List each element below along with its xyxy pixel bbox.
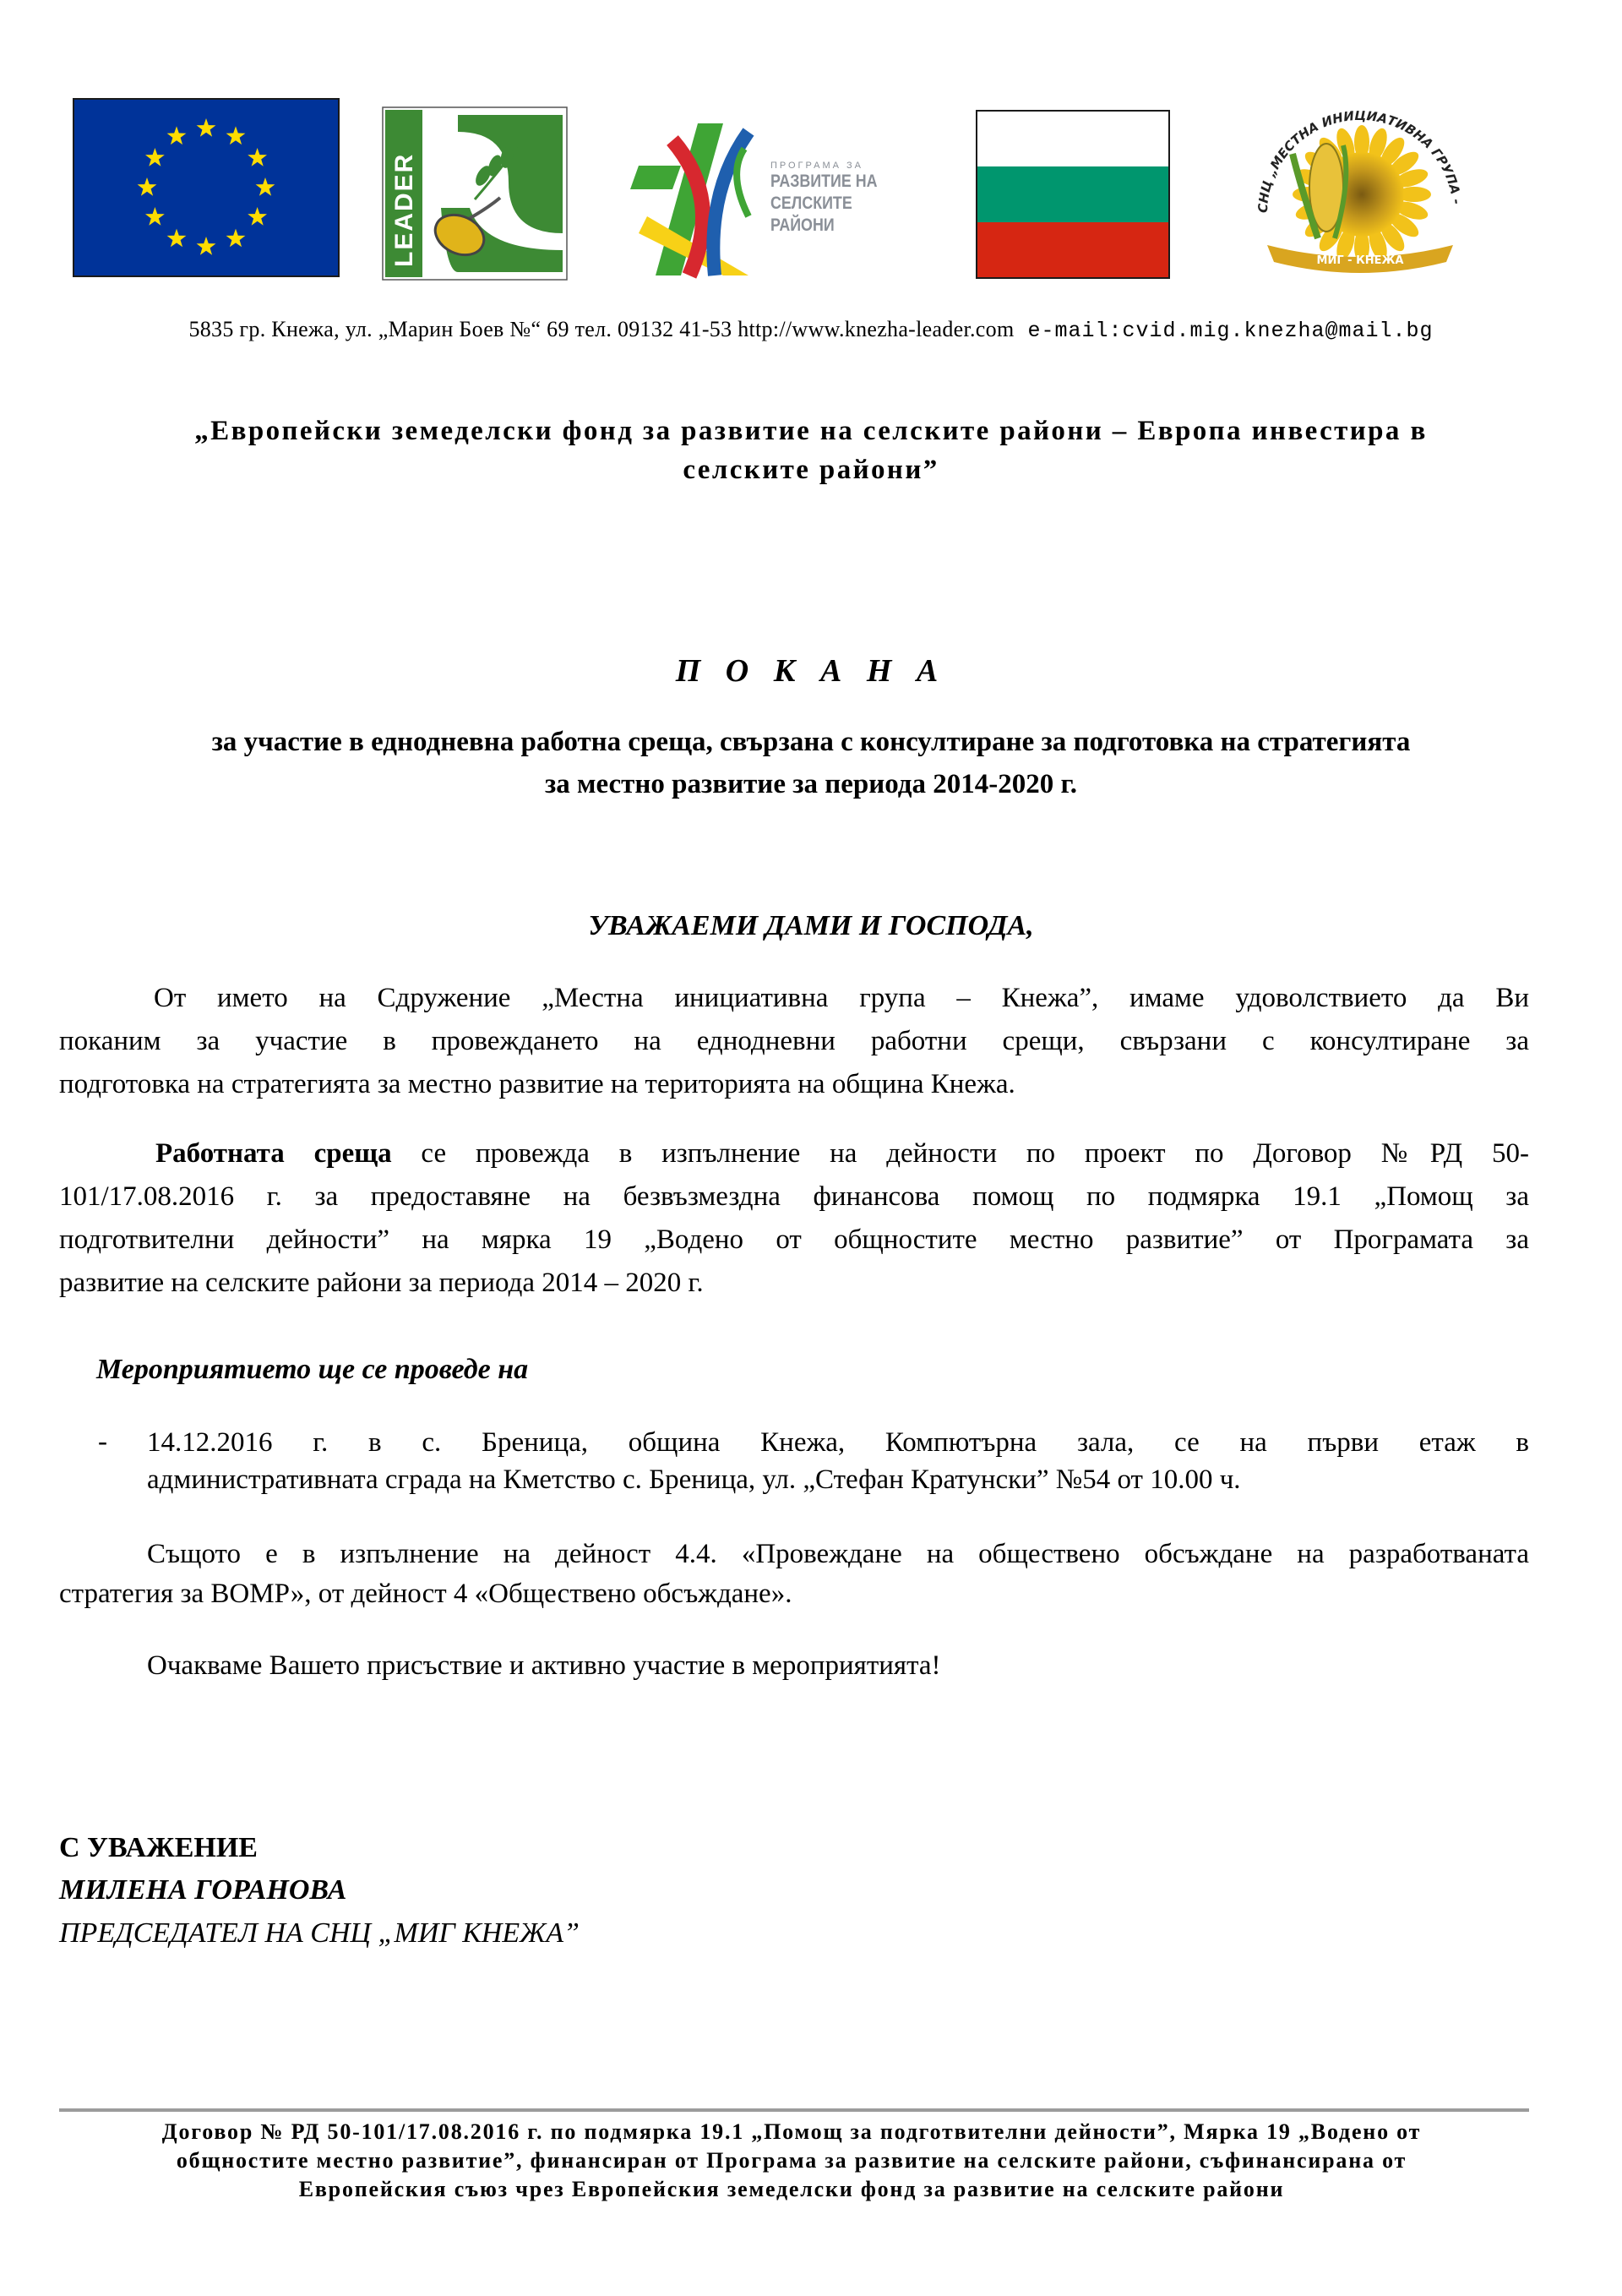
eu-star-icon <box>248 148 267 166</box>
meeting-bold-label: Работната среща <box>155 1138 392 1169</box>
eu-star-icon <box>167 126 187 145</box>
footer-text <box>52 2118 1531 2204</box>
mig-ribbon-text: МИГ - КНЕЖА <box>1316 254 1404 267</box>
email-text: e-mail:cvid.mig.knezha@mail.bg <box>1014 319 1434 343</box>
bulgarian-flag-logo <box>976 110 1170 279</box>
salutation: УВАЖАЕМИ ДАМИ И ГОСПОДА, <box>588 910 1034 941</box>
eu-star-icon <box>167 229 187 248</box>
event-line1: 14.12.2016 г. в с. Бреница, община Кнежа, Компютърна зала, се на първи етаж в <box>147 1427 1529 1458</box>
paragraph-line: От името на Сдружение „Местна инициативна група – Кнежа”, имаме удоволствието да Ви <box>154 983 1529 1013</box>
event-line2: административната сграда на Кметство с. Бреница, ул. „Стефан Кратунски” №54 от 10.00 ч. <box>147 1464 1241 1495</box>
footer-line3: Европейския съюз чрез Европейския земеделски фонд за развитие на селските райони <box>298 2177 1285 2201</box>
footer-line2: общностите местно развитие”, финансиран от Програма за развитие на селските райони, съфинансирана от <box>176 2148 1407 2173</box>
paragraph-line: Същото е в изпълнение на дейност 4.4. «Провеждане на обществено обсъждане на разработваната <box>147 1539 1529 1569</box>
rural-development-program-logo <box>622 115 943 284</box>
leader-text: LEADER <box>390 152 418 267</box>
signer-name: МИЛЕНА ГОРАНОВА <box>59 1874 347 1906</box>
paragraph-line: стратегия за ВОМР», от дейност 4 «Обществено обсъждане». <box>59 1579 792 1609</box>
rural-program-line2: СЕЛСКИТЕ РАЙОНИ <box>770 194 852 235</box>
signer-title: ПРЕДСЕДАТЕЛ НА СНЦ „МИГ КНЕЖА” <box>59 1917 580 1949</box>
eu-stars-icon <box>74 100 338 275</box>
paragraph-line <box>59 1132 1529 1175</box>
paragraph-line: подготвителни дейности” на мярка 19 „Водено от общностите местно развитие” от Програмата за <box>59 1224 1529 1255</box>
eu-star-icon <box>145 148 165 166</box>
eu-star-icon <box>226 126 246 145</box>
paragraph-line: поканим за участие в провеждането на еднодневни работни срещи, свързани с консултиране за <box>59 1026 1529 1056</box>
paragraph-activity <box>59 1535 1529 1614</box>
footer-divider <box>59 2108 1529 2112</box>
paragraph-intro <box>59 977 1529 1106</box>
eu-star-icon <box>197 237 216 255</box>
eu-star-icon <box>145 207 165 226</box>
list-bullet: - <box>98 1426 107 1457</box>
invitation-subtitle-line1: за участие в еднодневна работна среща, свързана с консултиране за подготовка на стратегията <box>211 727 1411 757</box>
paragraph-line: подготовка на стратегията за местно развитие на територията на община Кнежа. <box>59 1069 1015 1099</box>
mig-arc-text: СНЦ „МЕСТНА ИНИЦИАТИВНА ГРУПА - <box>1255 107 1465 214</box>
paragraph-line-text: се провежда в изпълнение на дейности по проект по Договор №РД 50- <box>391 1138 1529 1169</box>
rural-program-line1: РАЗВИТИЕ НА <box>770 172 878 191</box>
eu-flag-logo <box>73 98 340 277</box>
closing-sentence: Очакваме Вашето присъствие и активно участие в мероприятията! <box>147 1650 941 1681</box>
eu-star-icon <box>256 177 275 196</box>
invitation-heading: П О К А Н А <box>675 653 947 689</box>
eu-star-icon <box>197 118 216 137</box>
event-label: Мероприятието ще се проведе на <box>96 1354 529 1385</box>
rural-program-small-text: ПРОГРАМА ЗА <box>770 161 863 171</box>
eu-star-icon <box>138 177 157 196</box>
fund-title-line2: селските райони” <box>683 455 939 485</box>
address-line <box>0 317 1622 343</box>
fund-title-line1: „Европейски земеделски фонд за развитие на селските райони – Европа инвестира в <box>194 416 1428 446</box>
eu-star-icon <box>226 229 246 248</box>
address-text: 5835 гр. Кнежа, ул. „Марин Боев №“ 69 тел. 09132 41-53 http://www.knezha-leader.com <box>188 317 1015 341</box>
leader-logo <box>382 106 568 281</box>
mig-knezha-logo <box>1233 95 1487 281</box>
eu-star-icon <box>248 207 267 226</box>
paragraph-line: 101/17.08.2016 г. за предоставяне на безвъзмездна финансова помощ по подмярка 19.1 „Помощ за <box>59 1181 1529 1212</box>
footer-line1: Договор № РД 50-101/17.08.2016 г. по подмярка 19.1 „Помощ за подготвителни дейности”, Мярка 19 „Водено от <box>161 2119 1422 2144</box>
paragraph-project <box>59 1132 1529 1305</box>
regards-line: С УВАЖЕНИЕ <box>59 1832 258 1863</box>
event-details <box>147 1424 1529 1498</box>
paragraph-line: развитие на селските райони за периода 2014 – 2020 г. <box>59 1268 704 1298</box>
invitation-subtitle-line2: за местно развитие за периода 2014-2020 г. <box>544 769 1077 799</box>
